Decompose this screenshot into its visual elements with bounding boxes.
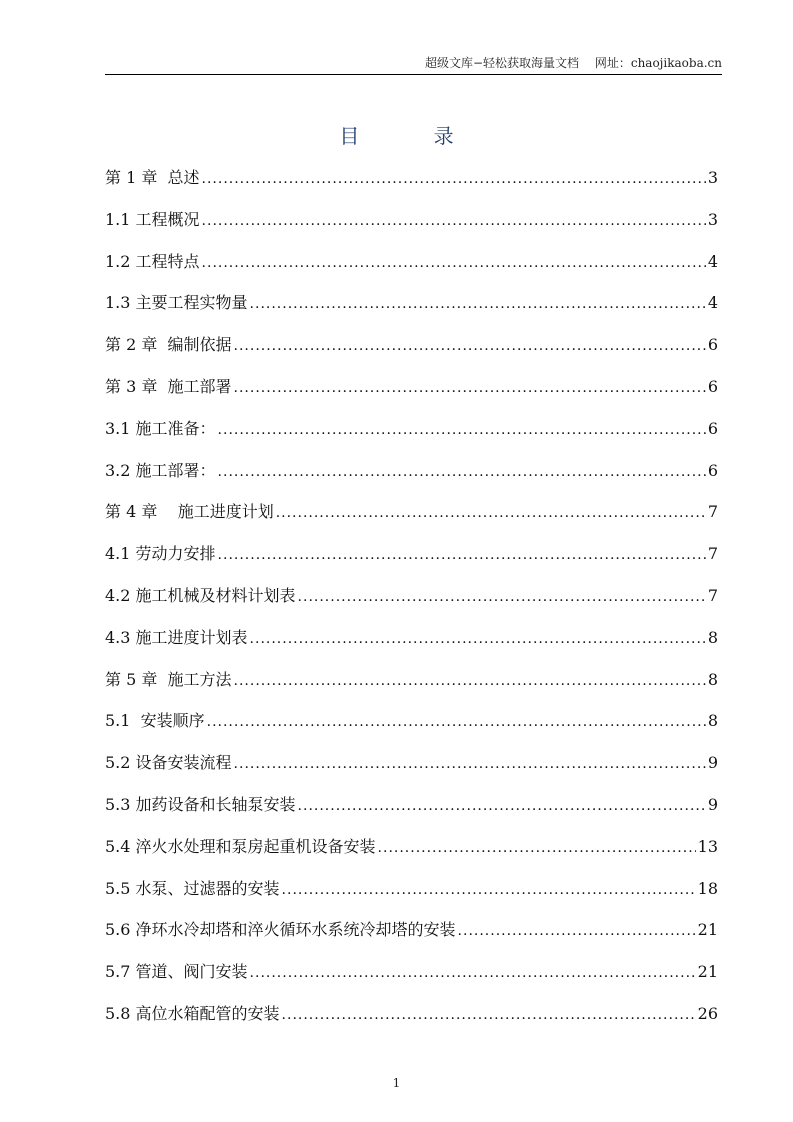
toc-dot-leader bbox=[250, 963, 696, 983]
toc-dot-leader bbox=[298, 796, 706, 816]
toc-entry-page: 8 bbox=[707, 627, 718, 647]
toc-entry-page: 18 bbox=[697, 878, 718, 898]
toc-entry-label: 3.1 施工准备： bbox=[105, 418, 216, 438]
toc-entry[interactable] bbox=[105, 544, 718, 586]
toc-entry[interactable] bbox=[105, 879, 718, 921]
toc-dot-leader bbox=[234, 336, 706, 356]
toc-entry[interactable] bbox=[105, 837, 718, 879]
toc-entry-page: 3 bbox=[707, 168, 718, 187]
toc-entry-label: 第 1 章 总述 bbox=[105, 168, 200, 187]
toc-entry-label: 5.3 加药设备和长轴泵安装 bbox=[105, 794, 296, 814]
toc-dot-leader bbox=[234, 754, 706, 774]
toc-dot-leader bbox=[276, 503, 706, 523]
toc-entry-label: 5.7 管道、阀门安装 bbox=[105, 962, 248, 982]
toc-entry-label: 5.4 淬火水处理和泵房起重机设备安装 bbox=[105, 836, 376, 856]
toc-entry-page: 8 bbox=[707, 669, 718, 689]
toc-entry-page: 6 bbox=[707, 418, 718, 438]
toc-entry-label: 5.8 高位水箱配管的安装 bbox=[105, 1003, 280, 1023]
toc-entry-label: 1.3 主要工程实物量 bbox=[105, 293, 248, 313]
page-header bbox=[105, 56, 722, 75]
toc-dot-leader bbox=[207, 712, 706, 732]
toc-entry-page: 4 bbox=[707, 251, 718, 271]
toc-entry-label: 5.2 设备安装流程 bbox=[105, 753, 232, 773]
toc-entry[interactable] bbox=[105, 920, 718, 962]
header-text: 超级文库−轻松获取海量文档 网址：chaojikaoba.cn bbox=[424, 56, 722, 70]
toc-entry[interactable] bbox=[105, 168, 718, 210]
toc-dot-leader bbox=[298, 587, 706, 607]
toc-dot-leader bbox=[282, 1005, 696, 1025]
toc-entry-label: 第 4 章 施工进度计划 bbox=[105, 502, 274, 522]
toc-entry-page: 21 bbox=[697, 962, 718, 982]
toc-dot-leader bbox=[234, 671, 706, 691]
toc-dot-leader bbox=[250, 294, 706, 314]
toc-entry-page: 7 bbox=[707, 502, 718, 522]
toc-dot-leader bbox=[218, 545, 706, 565]
toc-entry[interactable] bbox=[105, 461, 718, 503]
toc-entry-label: 5.1 安装顺序 bbox=[105, 711, 205, 731]
toc-entry[interactable] bbox=[105, 252, 718, 294]
toc-entry-page: 6 bbox=[707, 335, 718, 355]
toc-entry[interactable] bbox=[105, 586, 718, 628]
toc-entry[interactable] bbox=[105, 335, 718, 377]
toc-entry-label: 3.2 施工部署： bbox=[105, 460, 216, 480]
toc-entry[interactable] bbox=[105, 293, 718, 335]
toc-dot-leader bbox=[234, 378, 706, 398]
table-of-contents bbox=[105, 168, 718, 1046]
toc-entry-page: 8 bbox=[707, 711, 718, 731]
toc-entry-label: 4.1 劳动力安排 bbox=[105, 544, 216, 564]
toc-title: 目 录 bbox=[339, 124, 488, 148]
toc-entry-page: 9 bbox=[707, 794, 718, 814]
toc-entry[interactable] bbox=[105, 1004, 718, 1046]
toc-entry-page: 9 bbox=[707, 753, 718, 773]
toc-dot-leader bbox=[458, 921, 696, 941]
toc-dot-leader bbox=[202, 169, 706, 189]
toc-entry-label: 1.2 工程特点 bbox=[105, 251, 200, 271]
toc-entry-label: 5.6 净环水冷却塔和淬火循环水系统冷却塔的安装 bbox=[105, 920, 456, 940]
toc-entry-label: 5.5 水泵、过滤器的安装 bbox=[105, 878, 280, 898]
toc-entry-page: 21 bbox=[697, 920, 718, 940]
toc-entry-page: 13 bbox=[697, 836, 718, 856]
toc-dot-leader bbox=[218, 420, 706, 440]
toc-entry-label: 第 3 章 施工部署 bbox=[105, 376, 232, 396]
toc-entry[interactable] bbox=[105, 419, 718, 461]
toc-entry-label: 4.3 施工进度计划表 bbox=[105, 627, 248, 647]
toc-entry[interactable] bbox=[105, 795, 718, 837]
toc-entry-label: 第 5 章 施工方法 bbox=[105, 669, 232, 689]
toc-entry-label: 1.1 工程概况 bbox=[105, 209, 200, 229]
toc-entry[interactable] bbox=[105, 502, 718, 544]
toc-entry-label: 第 2 章 编制依据 bbox=[105, 335, 232, 355]
toc-entry[interactable] bbox=[105, 377, 718, 419]
toc-entry-page: 7 bbox=[707, 585, 718, 605]
toc-entry-page: 3 bbox=[707, 209, 718, 229]
page-number: 1 bbox=[392, 1076, 401, 1090]
toc-entry-page: 6 bbox=[707, 460, 718, 480]
toc-dot-leader bbox=[250, 629, 706, 649]
toc-dot-leader bbox=[202, 211, 706, 231]
toc-dot-leader bbox=[378, 838, 696, 858]
toc-entry[interactable] bbox=[105, 711, 718, 753]
toc-dot-leader bbox=[218, 462, 706, 482]
toc-entry[interactable] bbox=[105, 962, 718, 1004]
toc-entry-page: 7 bbox=[707, 544, 718, 564]
toc-dot-leader bbox=[202, 253, 706, 273]
toc-entry[interactable] bbox=[105, 210, 718, 252]
toc-entry-page: 6 bbox=[707, 376, 718, 396]
toc-entry-page: 4 bbox=[707, 293, 718, 313]
toc-entry[interactable] bbox=[105, 753, 718, 795]
toc-entry-page: 26 bbox=[697, 1003, 718, 1023]
toc-entry[interactable] bbox=[105, 628, 718, 670]
toc-entry-label: 4.2 施工机械及材料计划表 bbox=[105, 585, 296, 605]
toc-dot-leader bbox=[282, 880, 696, 900]
toc-entry[interactable] bbox=[105, 670, 718, 712]
